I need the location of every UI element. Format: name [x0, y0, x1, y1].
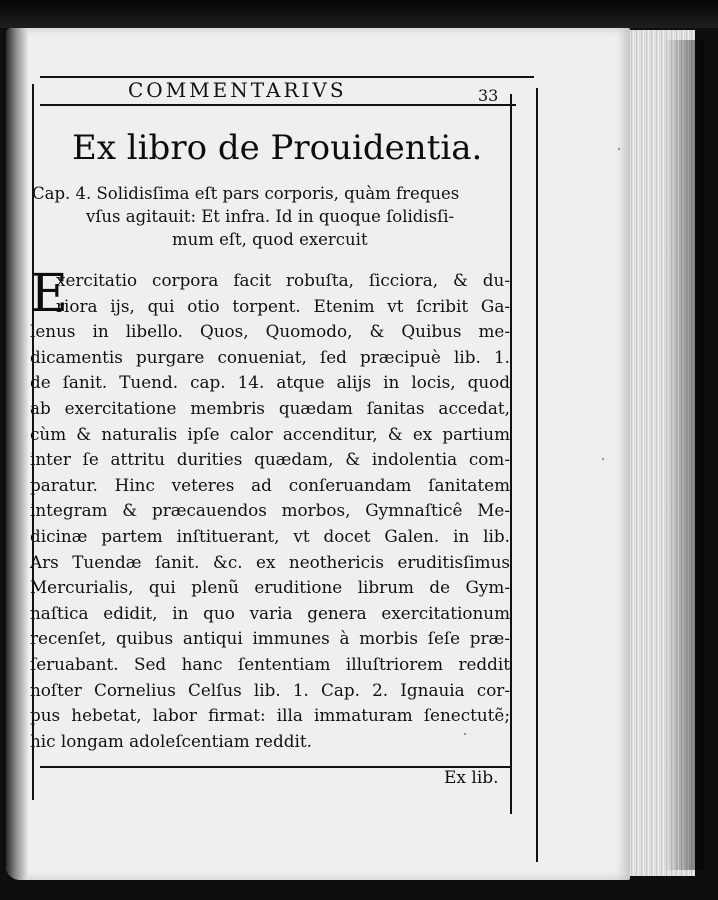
- body-line: recenſet, quibus antiqui immunes à morbis ſeſe præ-: [30, 628, 510, 649]
- body-line: pus hebetat, labor firmat: illa immaturam ſenectutẽ;: [30, 705, 510, 726]
- body-line: ab exercitatione membris quædam ſanitas accedat,: [30, 397, 510, 418]
- running-head: [6, 76, 530, 105]
- body-line: paratur. Hinc veteres ad conſeruandam ſanitatem: [30, 474, 510, 495]
- page-number: 33: [478, 86, 499, 105]
- body-line: lenus in libello. Quos, Quomodo, & Quibus me-: [30, 321, 510, 342]
- scan-background-top: [0, 0, 718, 28]
- citation-line: mum eſt, quod exercuit: [172, 230, 368, 249]
- body-line: xercitatio corpora facit robuſta, ſicciora, & du-: [56, 270, 510, 290]
- body-line: noſter Cornelius Celſus lib. 1. Cap. 2. Ignauia cor-: [30, 679, 510, 700]
- body-line: inter ſe attritu durities quædam, & indolentia com-: [30, 449, 510, 470]
- body-line: dicinæ partem inſtituerant, vt docet Galen. in lib.: [30, 525, 510, 546]
- frame-right-rule-outer: [536, 88, 538, 862]
- body-line: ſeruabant. Sed hanc ſententiam illuſtriorem reddit: [30, 653, 510, 674]
- head-underline-rule: [40, 104, 516, 106]
- body-line: Ars Tuendæ ſanit. &c. ex neothericis eruditisſimus: [30, 551, 510, 572]
- book-edge-shadow: [664, 40, 704, 870]
- catchword: Ex lib.: [444, 768, 499, 788]
- body-line: hic longam adoleſcentiam reddit.: [30, 730, 312, 751]
- body-line: de ſanit. Tuend. cap. 14. atque alijs in locis, quod: [30, 372, 510, 393]
- body-line: Mercurialis, qui plenũ eruditione librum de Gym-: [30, 577, 510, 598]
- body-line: naſtica edidit, in quo varia genera exercitationum: [30, 602, 510, 623]
- citation-block: [32, 182, 512, 251]
- ink-speck: [618, 148, 620, 150]
- frame-bottom-rule: [40, 766, 512, 768]
- section-heading: Ex libro de Prouidentia.: [72, 128, 483, 168]
- body-line: integram & præcauendos morbos, Gymnaſticê Me-: [30, 500, 510, 521]
- running-head-title: COMMENTARIVS: [128, 78, 347, 102]
- citation-line: vſus agitauit: Et infra. Id in quoque ſolidisſi-: [86, 207, 455, 226]
- body-line: riora ijs, qui otio torpent. Etenim vt ſcribit Ga-: [56, 295, 510, 316]
- drop-cap: E: [30, 264, 68, 324]
- body-line: cùm & naturalis ipſe calor accenditur, & ex partium: [30, 423, 510, 444]
- body-line: dicamentis purgare conueniat, ſed præcipuè lib. 1.: [30, 346, 510, 367]
- body-text: [30, 264, 510, 754]
- citation-line: Cap. 4. Solidisſima eſt pars corporis, quàm freques: [32, 184, 460, 203]
- page-gutter: [6, 28, 28, 880]
- ink-speck: [602, 458, 604, 460]
